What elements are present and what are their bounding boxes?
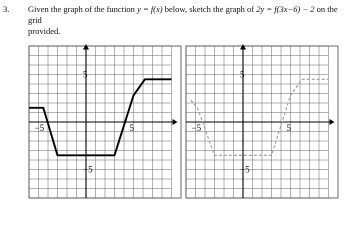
question-text: [28, 4, 346, 37]
tick-label-x: −5: [34, 123, 45, 133]
x-axis-arrow: [173, 119, 178, 125]
question-number: 3.: [3, 4, 10, 14]
y-axis-arrow: [240, 44, 246, 50]
question: [0, 0, 350, 40]
tick-label-y: 5: [240, 69, 245, 80]
y-axis-arrow: [83, 44, 89, 50]
question-text-before: Given the graph of the function: [28, 4, 138, 14]
question-text-after: on the grid: [28, 4, 338, 25]
answer-grid[interactable]: [181, 44, 343, 202]
tick-label-y: −5: [83, 164, 93, 175]
tick-label-x: 5: [286, 123, 291, 133]
question-text-middle: below, sketch the graph of: [162, 4, 257, 14]
given-function: y = f(x): [137, 4, 163, 14]
x-axis-arrow: [330, 119, 335, 125]
tick-label-y: 5: [83, 69, 88, 80]
question-text-line2: provided.: [28, 26, 61, 36]
tick-label-x: −5: [191, 123, 202, 133]
tick-label-x: 5: [129, 123, 134, 133]
function-curve: [29, 79, 172, 155]
dashed-curve: [191, 79, 329, 155]
tick-label-y: −5: [240, 164, 250, 175]
given-graph: [24, 44, 186, 202]
target-function: 2y = f(3x−6) − 2: [256, 4, 315, 14]
